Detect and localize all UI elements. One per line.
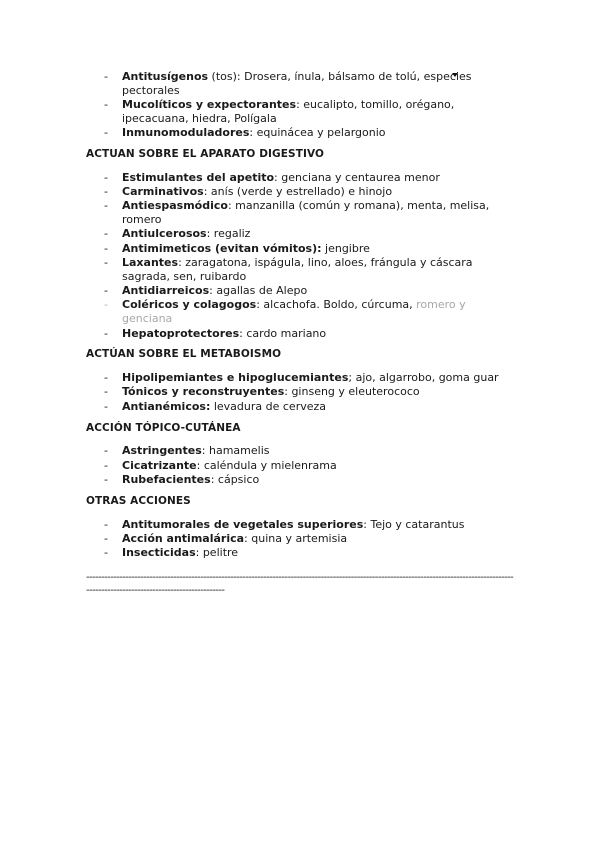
list-item [86,546,516,560]
item-term: Hipolipemiantes e hipoglucemiantes [122,371,349,385]
list-item [86,459,516,473]
item-term: Antiespasmódico [122,199,228,213]
item-term: Inmunomoduladores [122,126,250,140]
section [86,348,516,413]
item-term: Laxantes [122,256,179,270]
item-term: Antitusígenos [122,70,209,83]
list-item [86,473,516,487]
item-description: : quina y artemisia [244,531,348,545]
item-description: : eucalipto, tomillo, orégano, ipecacuana, hiedra, Polígala [122,98,455,125]
section [86,495,516,560]
item-term: Hepatoprotectores [122,326,240,340]
item-description: : cardo mariano [239,326,327,340]
bullet-list [86,171,516,341]
list-item [86,385,516,399]
bullet-dash: - [104,185,108,199]
section [86,422,516,487]
item-description: : cápsico [210,472,260,486]
bullet-dash: - [104,399,108,413]
item-description: : alcachofa. Boldo, cúrcuma, [256,298,417,312]
list-item [86,327,516,341]
section-heading: OTRAS ACCIONES [86,494,191,507]
item-description: : genciana y centaurea menor [274,170,440,184]
section-heading: ACTUAN SOBRE EL APARATO DIGESTIVO [86,147,325,160]
item-description: : anís (verde y estrellado) e hinojo [203,185,393,199]
item-description: : zaragatona, ispágula, lino, aloes, frángula y cáscara sagrada, sen, ruibardo [122,256,473,283]
item-description: (tos): Drosera, ínula, bálsamo de tolú, especies pectorales [122,70,472,97]
item-description: ; ajo, algarrobo, goma guar [348,371,499,385]
item-term: Coléricos y colagogos [122,298,257,312]
document-body [86,70,516,597]
bullet-dash: - [104,284,108,298]
list-item [86,98,516,126]
item-term: Acción antimalárica [122,531,245,545]
item-term: Astringentes [122,444,202,458]
bullet-dash: - [104,546,108,560]
list-item [86,242,516,256]
list-item [86,126,516,140]
item-term: Antianémicos: [122,399,211,413]
section-heading: ACCIÓN TÓPICO-CUTÁNEA [86,421,241,434]
item-description: : pelitre [195,546,239,560]
section [86,70,516,140]
bullet-dash: - [104,170,108,184]
item-description: : caléndula y mielenrama [196,458,337,472]
bullet-dash: - [104,531,108,545]
item-description-faded: romero y genciana [122,298,466,326]
list-item [86,518,516,532]
bullet-dash: - [104,227,108,241]
bullet-dash: - [104,241,108,255]
list-item [86,70,516,98]
dashed-separator: -------------------------------------------------------------------------------------------------------------------------------------------------------------------------------------------- [86,571,514,596]
list-item [86,532,516,546]
bullet-dash: - [104,298,108,312]
item-term: Carminativos [122,185,204,199]
item-term: Cicatrizante [122,458,197,472]
bullet-list [86,518,516,560]
item-term: Rubefacientes [122,472,211,486]
item-description: : hamamelis [201,444,270,458]
section-heading: ACTÚAN SOBRE EL METABOISMO [86,348,282,361]
bullet-dash: - [104,458,108,472]
bullet-dash: - [104,326,108,340]
item-description: : equinácea y pelargonio [249,126,386,140]
item-term: Estimulantes del apetito [122,170,275,184]
list-item [86,444,516,458]
bullet-list [86,444,516,486]
item-term: Antimimeticos (evitan vómitos): [122,241,322,255]
list-item [86,227,516,241]
item-term: Insecticidas [122,546,196,560]
list-item [86,199,516,227]
bullet-dash: - [104,444,108,458]
list-item [86,284,516,298]
item-term: Antidiarreicos [122,284,210,298]
list-item [86,171,516,185]
section [86,148,516,340]
item-description: : agallas de Alepo [209,284,308,298]
bullet-dash: - [104,199,108,213]
bullet-dash: - [104,385,108,399]
bullet-dash: - [104,256,108,270]
bullet-dash: - [104,371,108,385]
bullet-dash: - [104,517,108,531]
bullet-dash: - [104,472,108,486]
bullet-dash: - [104,126,108,140]
item-description: levadura de cerveza [210,399,327,413]
list-item [86,371,516,385]
list-item [86,400,516,414]
item-description: : regaliz [206,227,251,241]
list-item [86,298,516,326]
bullet-list [86,70,516,140]
item-description: : Tejo y catarantus [363,517,465,531]
list-item [86,185,516,199]
item-description: jengibre [321,241,370,255]
item-term: Tónicos y reconstruyentes [122,385,285,399]
list-item [86,256,516,284]
item-term: Mucolíticos y expectorantes [122,98,297,112]
item-term: Antiulcerosos [122,227,207,241]
item-description: : ginseng y eleuterococo [284,385,420,399]
bullet-dash: - [104,70,108,83]
bullet-dash: - [104,98,108,112]
item-description: : manzanilla (común y romana), menta, melisa, romero [122,199,490,227]
bullet-list [86,371,516,413]
item-term: Antitumorales de vegetales superiores [122,517,364,531]
